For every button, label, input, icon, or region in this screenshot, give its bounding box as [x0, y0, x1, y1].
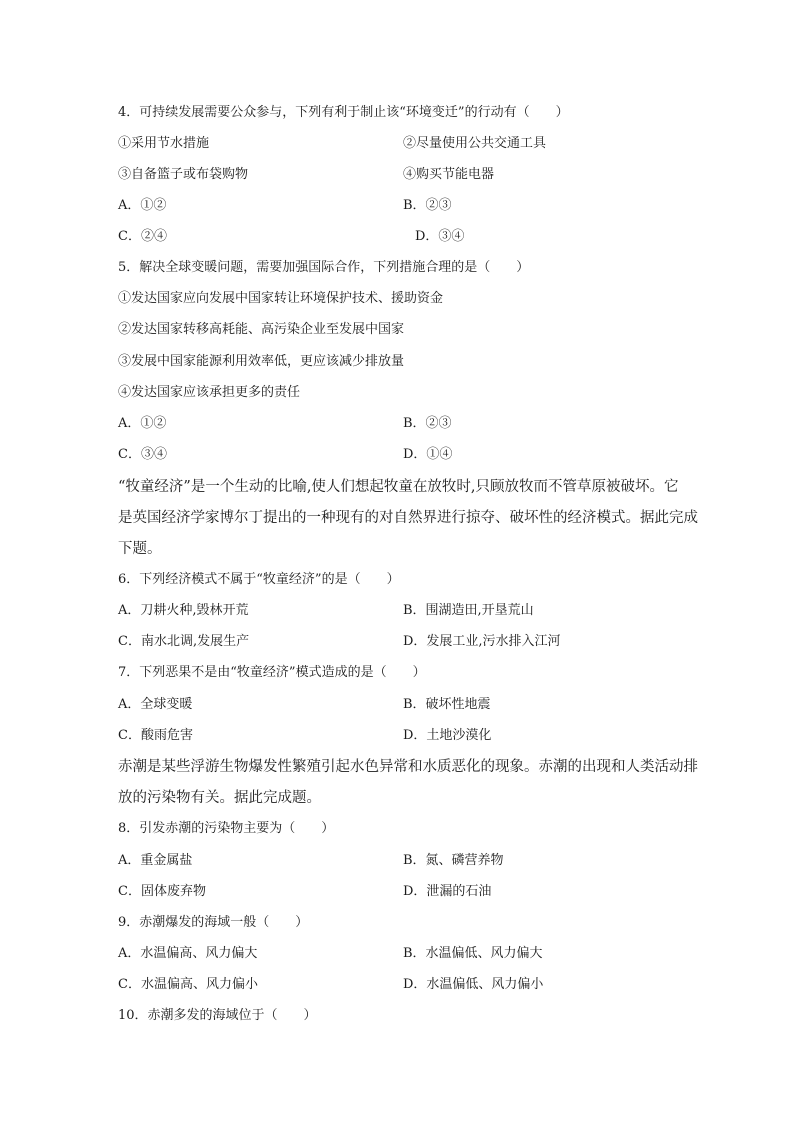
question-6-option-a: A．刀耕火种,毁林开荒 [118, 603, 249, 618]
question-5-option-c: C．③④ [118, 447, 167, 462]
question-4-item-4: ④购买节能电器 [403, 167, 495, 182]
question-5-item-4: ④发达国家应该承担更多的责任 [118, 385, 301, 400]
question-7-stem: 7．下列恶果不是由“牧童经济”模式造成的是（ ） [118, 665, 426, 680]
passage-1-line-3: 下题。 [118, 541, 162, 557]
question-7-option-d: D．土地沙漠化 [403, 728, 492, 743]
question-9-option-a: A．水温偏高、风力偏大 [118, 946, 258, 961]
question-9-option-c: C．水温偏高、风力偏小 [118, 977, 258, 992]
question-5-item-1: ①发达国家应向发展中国家转让环境保护技术、援助资金 [118, 291, 444, 306]
question-8-stem: 8．引发赤潮的污染物主要为（ ） [118, 821, 335, 836]
passage-2-line-1: 赤潮是某些浮游生物爆发性繁殖引起水色异常和水质恶化的现象。赤潮的出现和人类活动排 [118, 759, 698, 775]
question-4-option-d: D．③④ [415, 229, 465, 244]
question-8-option-b: B．氮、磷营养物 [403, 853, 504, 868]
question-6-option-c: C．南水北调,发展生产 [118, 634, 250, 649]
question-4-item-3: ③自备篮子或布袋购物 [118, 167, 249, 182]
question-4-option-b: B．②③ [403, 198, 452, 213]
question-5-option-b: B．②③ [403, 416, 452, 431]
passage-1-line-2: 是英国经济学家博尔丁提出的一种现有的对自然界进行掠夺、破坏性的经济模式。据此完成 [118, 510, 698, 526]
question-5-option-d: D．①④ [403, 447, 453, 462]
question-5-stem: 5．解决全球变暖问题，需要加强国际合作，下列措施合理的是（ ） [118, 260, 530, 275]
passage-2-line-2: 放的污染物有关。据此完成题。 [118, 790, 321, 806]
question-4-item-1: ①采用节水措施 [118, 136, 210, 151]
question-9-option-d: D．水温偏低、风力偏小 [403, 977, 544, 992]
question-4-option-c: C．②④ [118, 229, 167, 244]
question-4-item-2: ②尽量使用公共交通工具 [403, 136, 547, 151]
question-4-option-a: A．①② [118, 198, 167, 213]
question-4-stem: 4．可持续发展需要公众参与，下列有利于制止该“环境变迁”的行动有（ ） [118, 105, 569, 120]
question-8-option-a: A．重金属盐 [118, 853, 193, 868]
question-6-stem: 6．下列经济模式不属于“牧童经济”的是（ ） [118, 572, 400, 587]
question-7-option-b: B．破坏性地震 [403, 697, 491, 712]
question-8-option-d: D．泄漏的石油 [403, 884, 492, 899]
question-6-option-b: B．围湖造田,开垦荒山 [403, 603, 534, 618]
question-9-option-b: B．水温偏低、风力偏大 [403, 946, 543, 961]
question-5-item-3: ③发展中国家能源利用效率低，更应该减少排放量 [118, 354, 405, 369]
passage-1-line-1: “牧童经济”是一个生动的比喻,使人们想起牧童在放牧时,只顾放牧而不管草原被破坏。它 [118, 479, 679, 495]
question-8-option-c: C．固体废弃物 [118, 884, 206, 899]
question-10-stem: 10．赤潮多发的海域位于（ ） [118, 1008, 317, 1023]
question-7-option-a: A．全球变暖 [118, 697, 193, 712]
question-5-option-a: A．①② [118, 416, 167, 431]
question-6-option-d: D．发展工业,污水排入江河 [403, 634, 561, 649]
question-5-item-2: ②发达国家转移高耗能、高污染企业至发展中国家 [118, 322, 405, 337]
question-7-option-c: C．酸雨危害 [118, 728, 193, 743]
question-9-stem: 9．赤潮爆发的海域一般（ ） [118, 915, 309, 930]
